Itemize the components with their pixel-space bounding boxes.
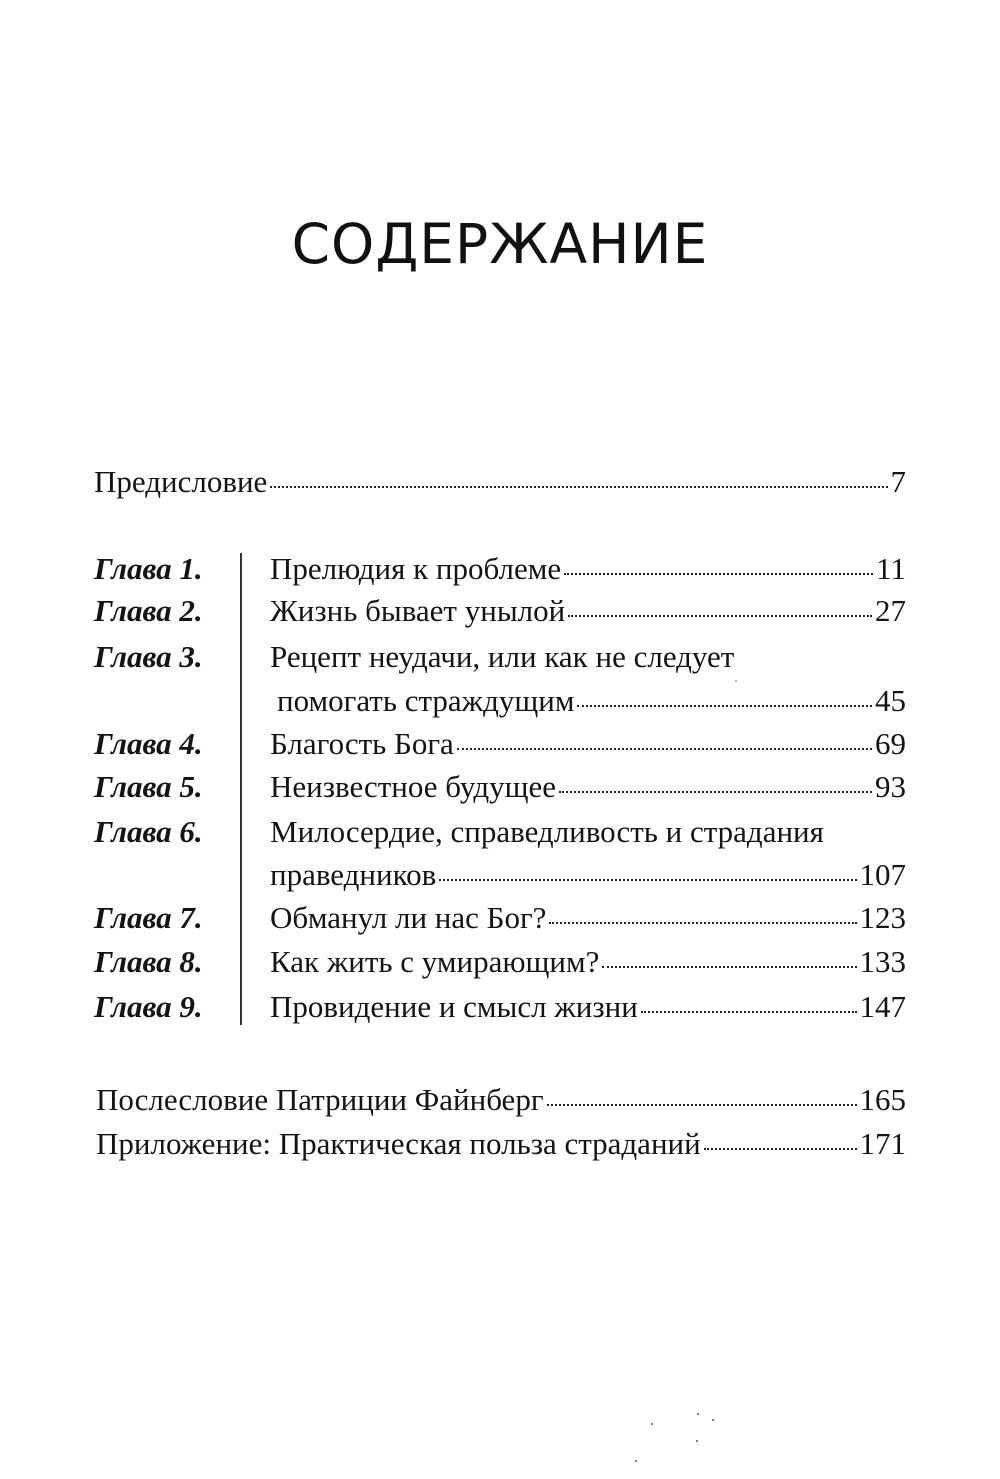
entry-title: Благость Бога (270, 726, 454, 761)
entry-title: Приложение: Практическая польза страданий (96, 1126, 701, 1161)
chapter-label: Глава 6. (94, 814, 203, 849)
chapter-label: Глава 7. (94, 900, 203, 935)
dot-leader (577, 705, 872, 707)
toc-entry-chapter-3[interactable] (277, 682, 906, 720)
page-title: СОДЕРЖАНИЕ (291, 212, 709, 276)
chapter-label: Глава 2. (94, 593, 203, 628)
entry-page-number: 123 (859, 900, 906, 935)
chapter-divider-line (240, 553, 242, 1025)
dot-leader (564, 573, 873, 575)
entry-page-number: 69 (875, 726, 906, 761)
toc-entry-chapter-8[interactable] (270, 943, 906, 981)
toc-entry-appendix[interactable] (96, 1125, 906, 1163)
entry-title-line-1: Милосердие, справедливость и страдания (270, 814, 824, 849)
entry-page-number: 45 (875, 683, 906, 718)
entry-page-number: 147 (859, 989, 906, 1024)
chapter-label: Глава 9. (94, 989, 203, 1024)
toc-entry-chapter-6[interactable] (270, 856, 906, 894)
dot-leader (439, 879, 856, 881)
dot-leader (559, 791, 872, 793)
toc-entry-chapter-5[interactable] (270, 768, 906, 806)
entry-page-number: 165 (859, 1082, 906, 1117)
toc-entry-afterword[interactable] (96, 1081, 906, 1119)
chapter-label: Глава 4. (94, 726, 203, 761)
toc-entry-chapter-1[interactable] (270, 550, 906, 588)
toc-entry-chapter-4[interactable] (270, 725, 906, 763)
entry-title-line-2: помогать страждущим (277, 683, 575, 718)
entry-page-number: 93 (875, 769, 906, 804)
entry-title-line-1: Рецепт неудачи, или как не следует (270, 639, 735, 674)
dot-leader (457, 748, 872, 750)
entry-title: Предисловие (94, 464, 268, 499)
entry-page-number: 107 (859, 857, 906, 892)
entry-page-number: 11 (876, 551, 906, 586)
entry-page-number: 171 (859, 1126, 906, 1161)
chapter-label: Глава 1. (94, 551, 203, 586)
entry-title: Как жить с умирающим? (270, 944, 600, 979)
entry-page-number: 27 (875, 593, 906, 628)
toc-entry-chapter-7[interactable] (270, 899, 906, 937)
entry-page-number: 7 (890, 464, 906, 499)
toc-entry-chapter-9[interactable] (270, 988, 906, 1026)
chapter-label: Глава 8. (94, 944, 203, 979)
chapter-label: Глава 3. (94, 639, 203, 674)
chapter-label: Глава 5. (94, 769, 203, 804)
dot-leader (270, 486, 887, 488)
toc-entry-chapter-2[interactable] (270, 592, 906, 630)
entry-page-number: 133 (859, 944, 906, 979)
entry-title: Послесловие Патриции Файнберг (96, 1082, 544, 1117)
toc-entry-preface[interactable] (94, 463, 906, 501)
entry-title: Жизнь бывает унылой (270, 593, 566, 628)
entry-title: Неизвестное будущее (270, 769, 557, 804)
entry-title: Прелюдия к проблеме (270, 551, 562, 586)
dot-leader (641, 1011, 857, 1013)
dot-leader (568, 615, 872, 617)
entry-title: Провидение и смысл жизни (270, 989, 638, 1024)
entry-title: Обманул ли нас Бог? (270, 900, 547, 935)
dot-leader (602, 966, 856, 968)
dot-leader (547, 1104, 857, 1106)
entry-title-line-2: праведников (270, 857, 437, 892)
dot-leader (704, 1148, 857, 1150)
dot-leader (549, 922, 856, 924)
